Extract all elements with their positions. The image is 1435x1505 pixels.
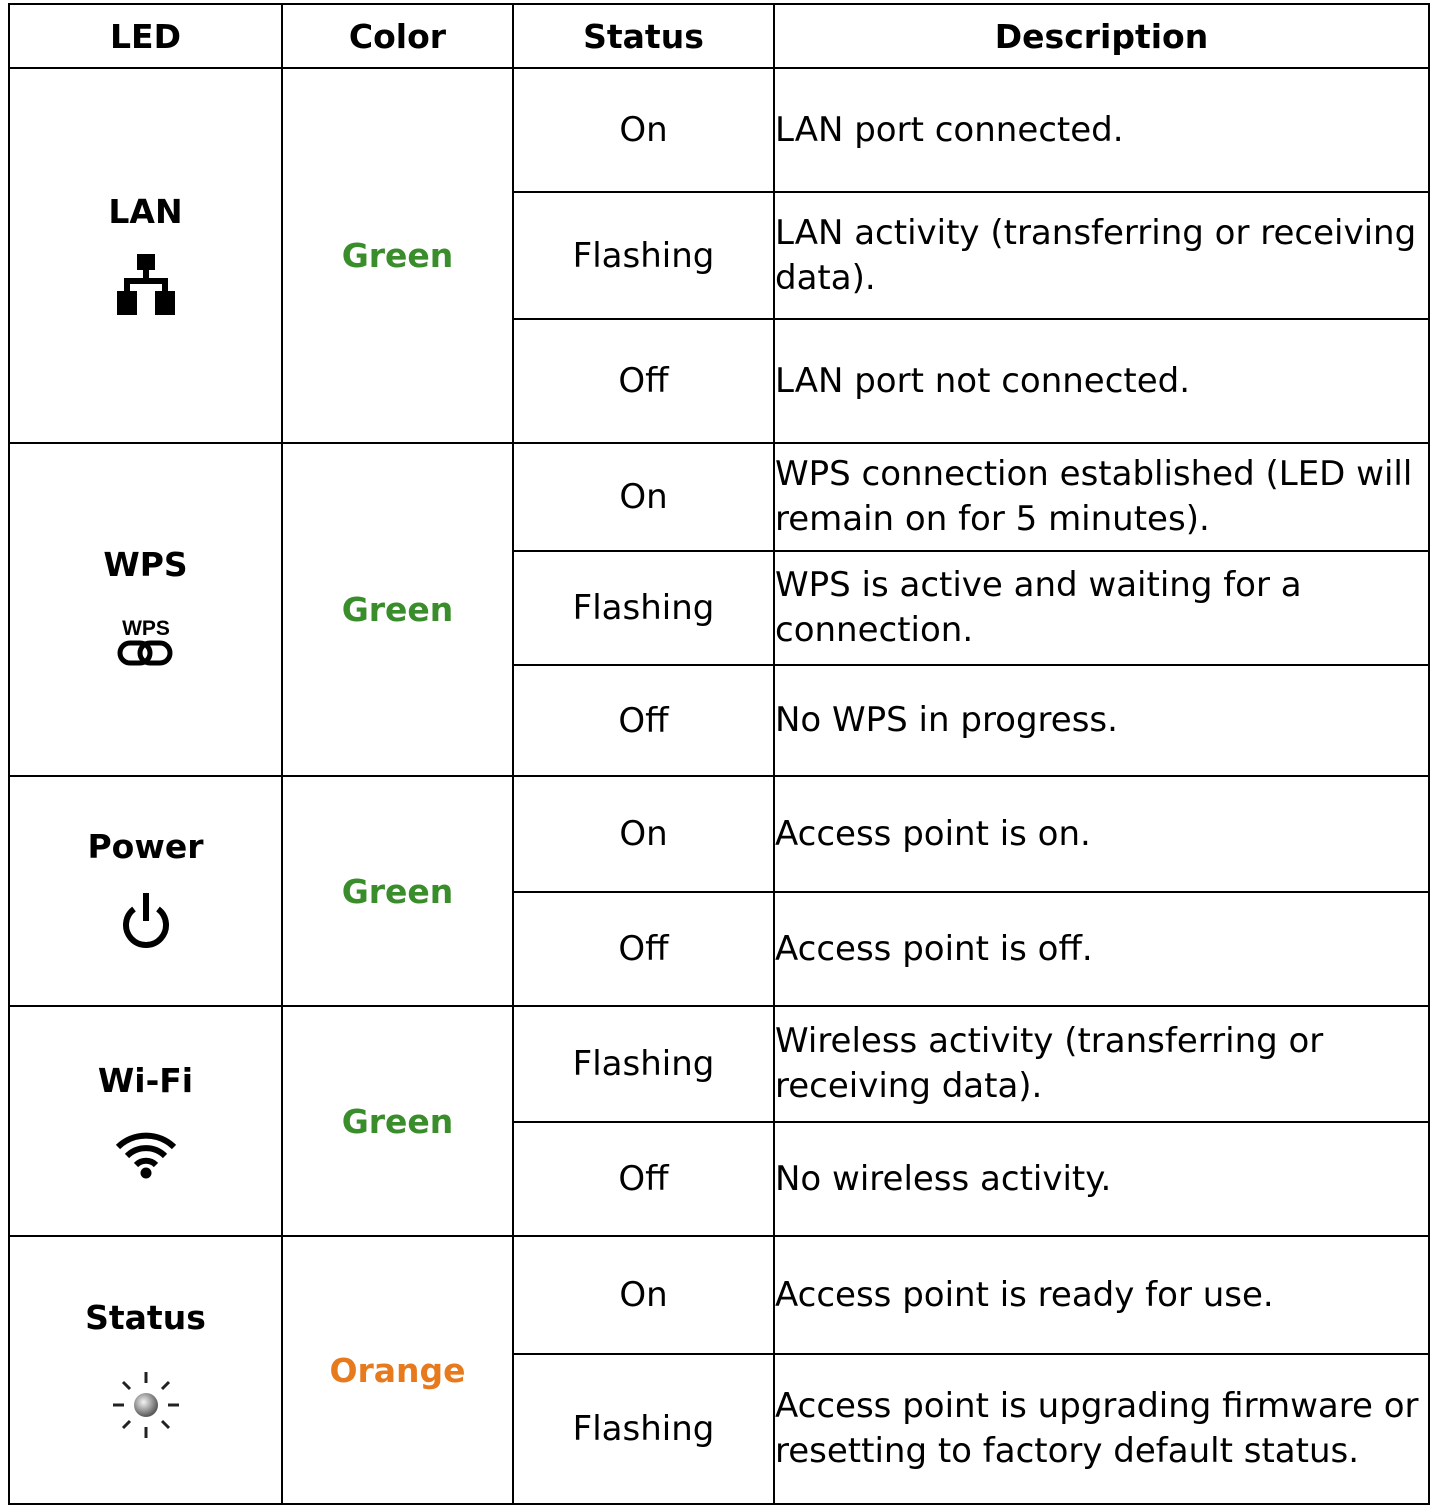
wifi-icon — [114, 1129, 178, 1179]
color-cell-wps: Green — [282, 443, 513, 776]
description-cell: Access point is on. — [774, 776, 1429, 892]
status-cell: Flashing — [513, 551, 774, 665]
color-cell-lan: Green — [282, 68, 513, 443]
description-cell: No wireless activity. — [774, 1122, 1429, 1236]
status-cell: Off — [513, 665, 774, 776]
led-name-lan: LAN — [108, 192, 183, 231]
color-cell-status: Orange — [282, 1236, 513, 1504]
description-cell: Access point is off. — [774, 892, 1429, 1006]
description-cell: WPS connection established (LED will remain on for 5 minutes). — [774, 443, 1429, 551]
led-cell-wps — [9, 443, 282, 776]
description-cell: No WPS in progress. — [774, 665, 1429, 776]
header-status: Status — [513, 4, 774, 68]
led-status-table — [8, 3, 1430, 1505]
led-name-power: Power — [87, 826, 204, 866]
status-cell: Flashing — [513, 192, 774, 319]
table-row — [9, 1236, 1429, 1354]
status-cell: Off — [513, 319, 774, 443]
description-cell: Access point is ready for use. — [774, 1236, 1429, 1354]
wps-icon-text: WPS — [121, 617, 170, 640]
status-cell: Flashing — [513, 1354, 774, 1504]
header-color: Color — [282, 4, 513, 68]
lan-network-icon — [115, 254, 177, 316]
status-light-icon — [111, 1370, 181, 1440]
table-row — [9, 443, 1429, 551]
header-row — [9, 4, 1429, 68]
power-icon — [118, 891, 174, 953]
status-cell: Flashing — [513, 1006, 774, 1122]
status-cell: On — [513, 68, 774, 192]
wps-link-icon — [114, 615, 178, 671]
led-cell-status — [9, 1236, 282, 1504]
color-cell-wifi: Green — [282, 1006, 513, 1236]
description-cell: Wireless activity (transferring or receiving data). — [774, 1006, 1429, 1122]
description-cell: LAN activity (transferring or receiving data). — [774, 192, 1429, 319]
header-led: LED — [9, 4, 282, 68]
table-row — [9, 68, 1429, 192]
led-name-wps: WPS — [103, 545, 188, 584]
description-cell: LAN port not connected. — [774, 319, 1429, 443]
color-cell-power: Green — [282, 776, 513, 1006]
led-cell-power — [9, 776, 282, 1006]
led-name-wifi: Wi-Fi — [97, 1060, 194, 1100]
table-row — [9, 776, 1429, 892]
led-cell-lan — [9, 68, 282, 443]
led-cell-wifi — [9, 1006, 282, 1236]
description-cell: Access point is upgrading firmware or resetting to factory default status. — [774, 1354, 1429, 1504]
table-row — [9, 1006, 1429, 1122]
status-cell: On — [513, 1236, 774, 1354]
status-cell: Off — [513, 1122, 774, 1236]
header-description: Description — [774, 4, 1429, 68]
description-cell: LAN port connected. — [774, 68, 1429, 192]
description-cell: WPS is active and waiting for a connection. — [774, 551, 1429, 665]
status-cell: On — [513, 443, 774, 551]
led-name-status: Status — [85, 1297, 206, 1337]
status-cell: Off — [513, 892, 774, 1006]
status-cell: On — [513, 776, 774, 892]
